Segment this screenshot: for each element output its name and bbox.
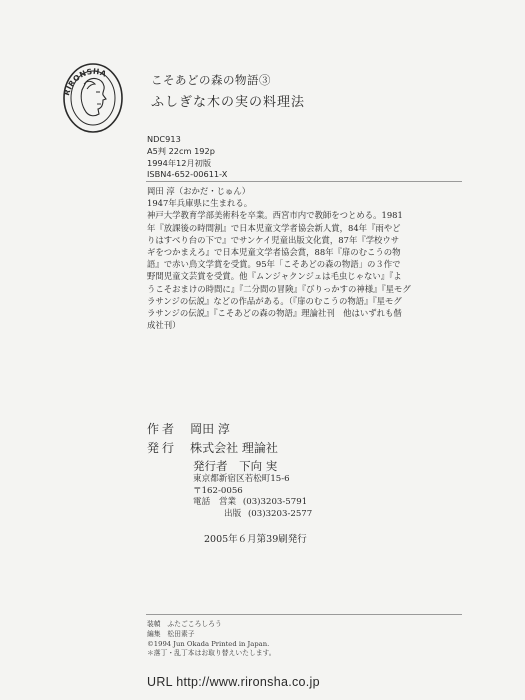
sales-label: 営業 [218, 497, 237, 507]
author-label: 作者 [147, 422, 178, 436]
sales-phone: (03)3203-5791 [242, 497, 308, 507]
bio-line: りはすべり台の下で』でサンケイ児童出版文化賞，87年『学校ウサ [147, 234, 400, 245]
author-credit [147, 418, 230, 437]
author-name: 岡田 淳 [190, 422, 230, 436]
copyright: ©1994 Jun Okada Printed in Japan. [147, 639, 270, 648]
editor-credit: 編集 松田素子 [147, 629, 195, 638]
design-credit: 装幀 ふたごころしろう [147, 620, 222, 628]
publisher-credit [147, 437, 278, 456]
bio-line: 年『放課後の時間割』で日本児童文学者協会新人賞，84年『雨やど [147, 222, 401, 233]
editorial-phone: (03)3203-2577 [247, 508, 313, 519]
replacement-note: ＊落丁・乱丁本はお取り替えいたします。 [147, 649, 276, 658]
issuer-label: 発行者 [193, 459, 228, 473]
publisher-name: 株式会社 理論社 [190, 441, 278, 455]
publisher-label: 発行 [147, 441, 178, 455]
bibliographic-info [147, 134, 227, 181]
first-edition: 1994年12月初版 [147, 157, 212, 168]
publisher-logo [62, 62, 124, 134]
publisher-url[interactable]: URL http://www.rironsha.co.jp [147, 675, 320, 689]
publisher-address: 東京都新宿区若松町15-6 [193, 474, 290, 484]
postal-code: 〒162-0056 [193, 485, 243, 496]
bio-line: ギをつかまえろ』で日本児童文学者協会賞，88年『扉のむこうの物 [147, 247, 401, 258]
author-biography [147, 185, 469, 331]
ndc-code: NDC913 [147, 134, 181, 144]
staff-credits [147, 620, 276, 659]
svg-text:RIRONSHA: RIRONSHA [62, 66, 108, 97]
publisher-contact [193, 474, 312, 520]
author-name-reading: 岡田 淳（おかだ・じゅん） [147, 186, 251, 196]
sales-phone-row [193, 497, 312, 509]
editorial-label: 出版 [224, 508, 242, 519]
bio-line: 語』で赤い鳥文学賞を受賞。95年「こそあどの森の物語」の３作で [147, 259, 401, 270]
bio-line: 神戸大学教育学部美術科を卒業。西宮市内で教師をつとめる。1981 [147, 210, 403, 221]
format-info: A5判 22cm 192p [147, 145, 215, 156]
printing-date: 2005年６月第39刷発行 [204, 534, 307, 545]
bio-line: ラサンジの伝説』などの作品がある。（『扉のむこうの物語』『星モグ [147, 295, 402, 306]
editorial-phone-row [193, 509, 312, 521]
phone-label: 電話 [193, 497, 211, 507]
issuer-name: 下向 実 [239, 459, 278, 473]
isbn: ISBN4-652-00611-X [147, 169, 228, 180]
bio-line: うこそおまけの時間に』『二分間の冒険』『びりっかすの神様』『星モグ [147, 283, 411, 294]
series-title: こそあどの森の物語③ [151, 73, 271, 87]
divider-top [146, 181, 462, 182]
book-title: ふしぎな木の実の料理法 [151, 95, 306, 110]
divider-bottom [146, 614, 462, 615]
issuer-credit [193, 458, 277, 474]
bio-line: 成社刊） [147, 320, 181, 331]
bio-line: 1947年兵庫県に生まれる。 [147, 198, 253, 209]
bio-line: 野間児童文芸賞を受賞。他『ムンジャクンジュは毛虫じゃない』『よ [147, 271, 402, 282]
bio-line: ラサンジの伝説』『こそあどの森の物語』理論社刊 他はいずれも偕 [147, 308, 402, 319]
